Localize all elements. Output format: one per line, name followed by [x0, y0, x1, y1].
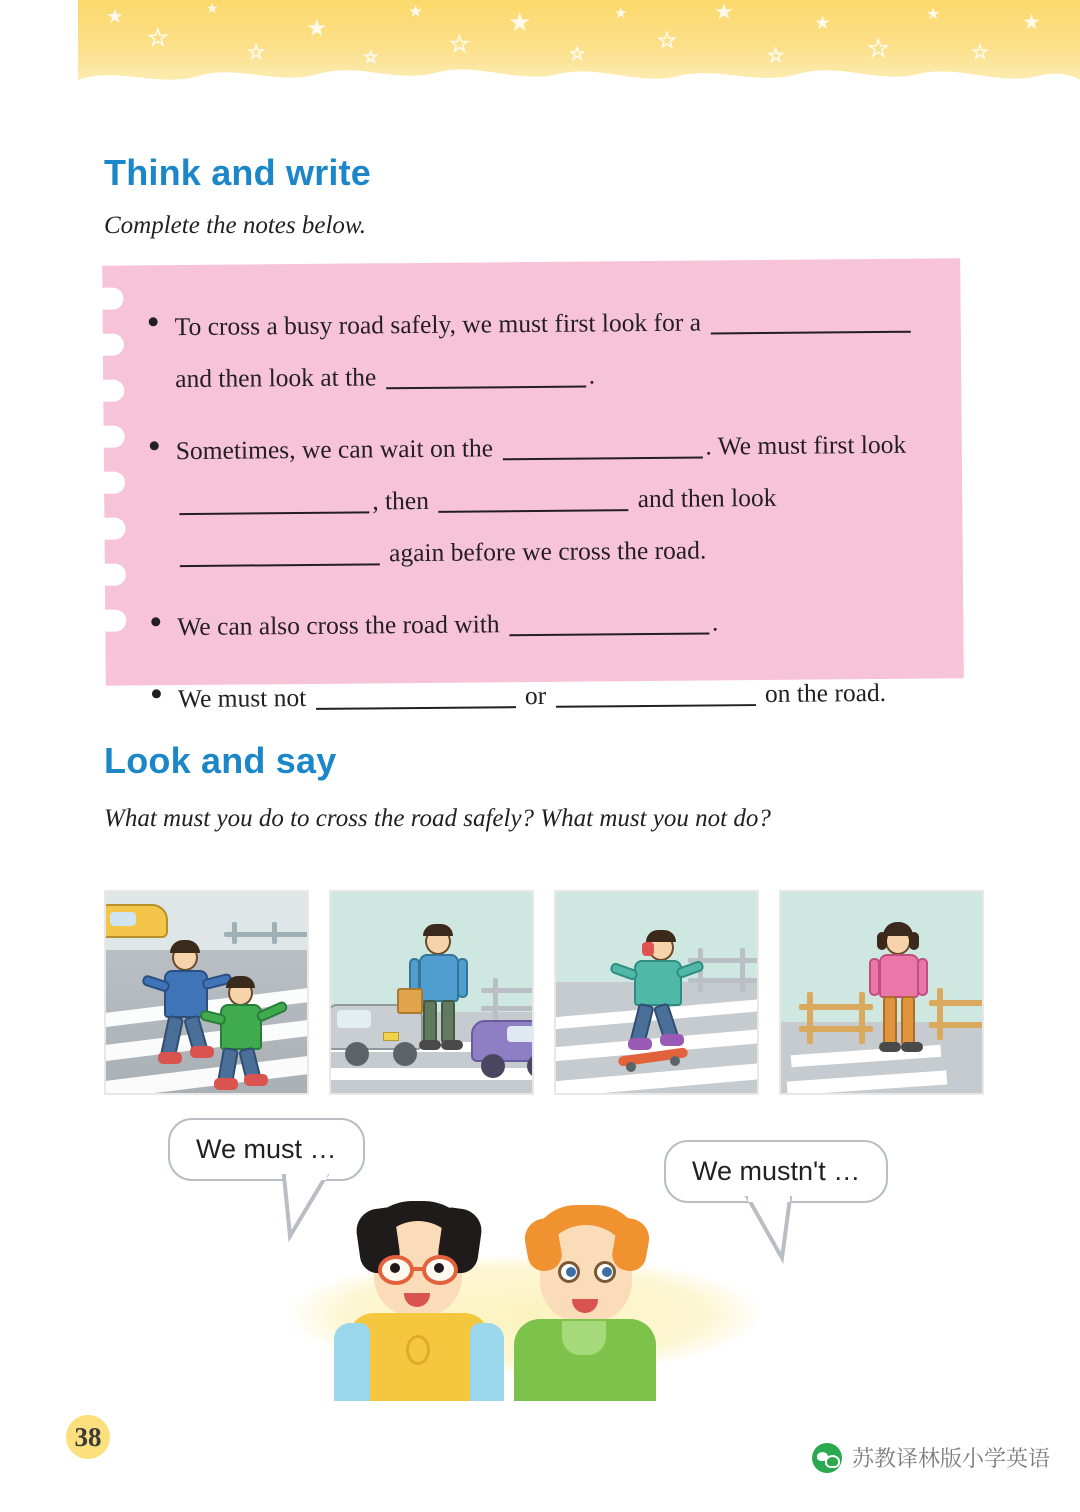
notch — [104, 610, 126, 632]
note-text — [178, 666, 940, 725]
answer-blank[interactable] — [710, 331, 910, 335]
page-left-margin — [0, 0, 78, 1512]
note-fragment: We must not — [177, 682, 307, 714]
girl-collar-detail — [406, 1335, 430, 1365]
bullet-icon — [152, 673, 178, 725]
wechat-icon — [812, 1443, 842, 1473]
note-text — [176, 418, 939, 581]
notch — [101, 288, 123, 310]
picture-climbing-over-railing[interactable] — [779, 890, 984, 1095]
watermark — [812, 1442, 1050, 1473]
star-icon: ★ — [768, 46, 784, 66]
notes-card — [102, 258, 964, 714]
answer-blank[interactable] — [180, 563, 380, 567]
star-icon: ★ — [814, 12, 832, 34]
note-item — [151, 594, 939, 653]
note-fragment: or — [524, 680, 547, 711]
star-icon: ★ — [570, 44, 585, 63]
note-fragment: again before we cross the road. — [388, 535, 707, 568]
answer-blank[interactable] — [386, 386, 586, 390]
note-fragment: . — [588, 360, 596, 390]
note-fragment: To cross a busy road safely, we must first look for a — [174, 307, 702, 342]
notch — [102, 380, 124, 402]
note-fragment: and then look — [637, 482, 777, 514]
note-fragment: , then — [372, 485, 430, 516]
picture-running-across-road[interactable] — [104, 890, 309, 1095]
picture-waiting-between-cars[interactable] — [329, 890, 534, 1095]
section-instruction-look-and-say: What must you do to cross the road safely? What must you not do? — [104, 805, 771, 832]
girl-eye-left — [390, 1263, 400, 1273]
note-text — [174, 294, 937, 405]
star-icon: ★ — [926, 4, 941, 23]
glasses-bridge — [412, 1267, 426, 1271]
star-icon: ★ — [614, 4, 628, 22]
star-icon: ★ — [106, 4, 124, 28]
note-fragment: on the road. — [764, 677, 887, 708]
illustration-two-children — [290, 1195, 760, 1400]
speech-bubble-text: We mustn't … — [692, 1156, 861, 1186]
notch — [104, 564, 126, 586]
card-notches — [101, 288, 126, 664]
answer-blank[interactable] — [316, 706, 516, 710]
star-icon: ★ — [206, 1, 219, 17]
note-fragment: We can also cross the road with — [177, 609, 500, 642]
picture-strip — [104, 890, 984, 1095]
star-icon: ★ — [306, 14, 328, 42]
notch — [103, 426, 125, 448]
star-icon: ★ — [450, 32, 469, 56]
notch — [103, 518, 125, 540]
speech-bubble-text: We must … — [196, 1134, 337, 1164]
note-item — [152, 666, 940, 725]
answer-blank[interactable] — [179, 511, 369, 515]
star-icon: ★ — [714, 0, 734, 25]
answer-blank[interactable] — [556, 704, 756, 708]
boy-collar — [562, 1321, 606, 1355]
notch — [103, 472, 125, 494]
boy-pupil-left — [566, 1267, 576, 1277]
star-icon: ★ — [364, 48, 378, 66]
note-fragment: Sometimes, we can wait on the — [175, 433, 494, 466]
page-number: 38 — [66, 1415, 110, 1459]
notes-list — [148, 294, 940, 745]
note-text — [177, 594, 939, 653]
note-fragment: . We must first look — [705, 429, 907, 461]
bullet-icon — [150, 425, 177, 581]
answer-blank[interactable] — [503, 457, 703, 461]
notch — [102, 334, 124, 356]
note-fragment: and then look at the — [175, 362, 377, 394]
answer-blank[interactable] — [438, 509, 628, 513]
star-icon: ★ — [248, 42, 265, 63]
star-icon: ★ — [972, 42, 989, 63]
band-wave — [78, 62, 1080, 86]
decorative-top-band — [78, 0, 1080, 86]
star-icon: ★ — [1022, 10, 1041, 34]
star-icon: ★ — [148, 26, 168, 51]
answer-blank[interactable] — [509, 632, 709, 636]
speech-bubble-we-mustnt — [664, 1140, 888, 1203]
section-instruction-think-and-write: Complete the notes below. — [104, 212, 366, 239]
star-icon: ★ — [868, 36, 889, 62]
star-icon: ★ — [508, 8, 532, 38]
note-fragment: . — [711, 607, 719, 637]
boy-pupil-right — [602, 1267, 612, 1277]
girl-sleeve-left — [334, 1323, 370, 1401]
note-item — [148, 294, 937, 405]
star-icon: ★ — [658, 28, 676, 52]
bullet-icon — [151, 601, 177, 653]
girl-eye-right — [434, 1263, 444, 1273]
watermark-text: 苏教译林版小学英语 — [851, 1447, 1050, 1472]
note-item — [150, 418, 939, 581]
girl-sleeve-right — [470, 1323, 504, 1401]
star-icon: ★ — [408, 2, 424, 22]
section-heading-look-and-say: Look and say — [104, 740, 337, 781]
section-heading-think-and-write: Think and write — [104, 152, 372, 193]
picture-skateboarding-on-crossing[interactable] — [554, 890, 759, 1095]
speech-bubble-we-must — [168, 1118, 365, 1181]
bullet-icon — [148, 301, 175, 405]
